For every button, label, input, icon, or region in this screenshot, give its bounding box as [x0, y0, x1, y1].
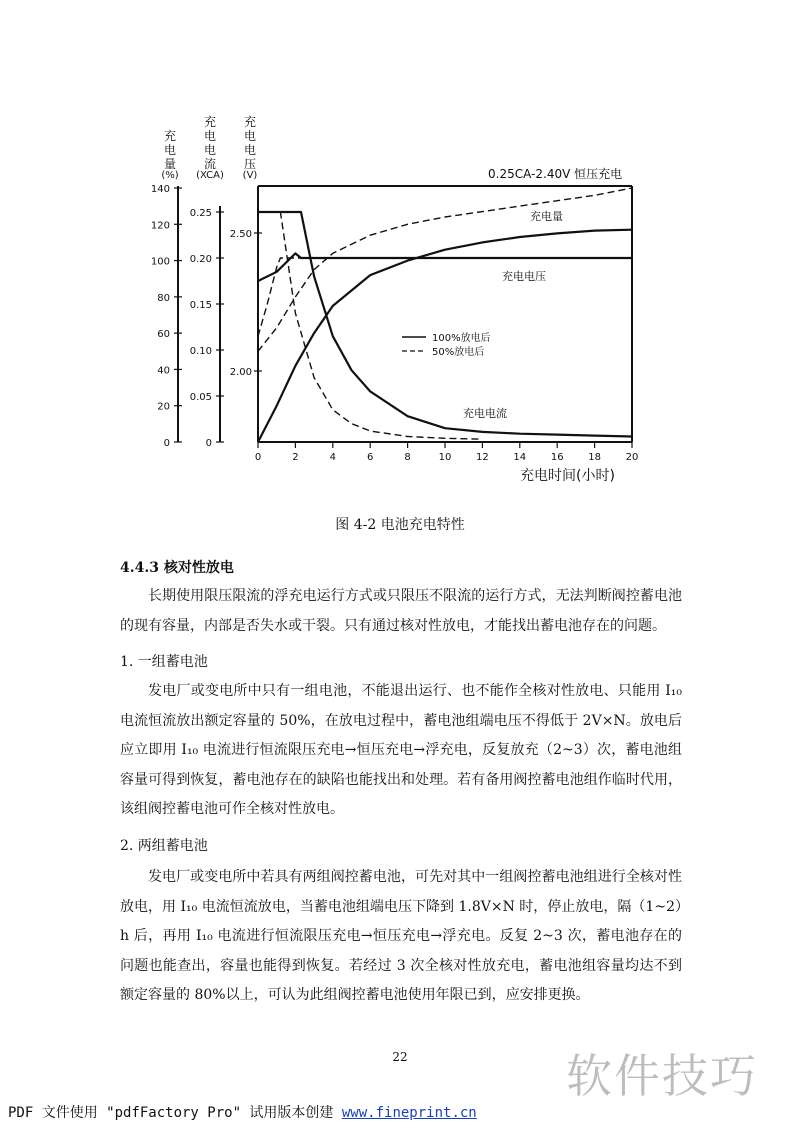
- curve-label-capacity: 充电量: [530, 210, 563, 223]
- footer-text: PDF 文件使用 "pdfFactory Pro" 试用版本创建: [8, 1105, 334, 1121]
- tick-label-current: 0.20: [189, 254, 212, 265]
- tick-label-current: 0.15: [189, 300, 212, 311]
- axis-header-char: 充: [243, 115, 257, 129]
- chart-title: 0.25CA-2.40V 恒压充电: [488, 167, 623, 181]
- tick-label-time: 10: [438, 452, 452, 463]
- tick-label-time: 20: [625, 452, 639, 463]
- axis-headers: [161, 114, 257, 181]
- section-heading: 4.4.3 核对性放电: [120, 560, 234, 576]
- page-number: 22: [392, 1050, 408, 1064]
- paragraph-intro: 长期使用限压限流的浮充电运行方式或只限压不限流的运行方式，无法判断阀控蓄电池的现有容量，内部是否失水或干裂。只有通过核对性放电，才能找出蓄电池存在的问题。: [120, 588, 682, 634]
- tick-label-current: 0.05: [189, 392, 212, 403]
- tick-label-percent: 0: [163, 438, 170, 449]
- tick-label-percent: 140: [150, 184, 170, 195]
- axis-header-char: 电: [243, 129, 257, 143]
- paragraph-two-groups: 发电厂或变电所中若具有两组阀控蓄电池，可先对其中一组阀控蓄电池组进行全核对性放电，用 I₁₀ 电流恒流放电，当蓄电池组端电压下降到 1.8V×N 时，停止放电，隔（1~2）h 后，再用 I₁₀ 电流进行恒流限压充电→恒压充电→浮充电。反复 2~3 次，蓄电池存在的问题也能查出，容量也能得到恢复。若经过 3 次全核对性放充电，蓄电池组容量均达不到额定容量的 80%以上，可认为此组阀控蓄电池使用年限已到，应安排更换。: [120, 869, 682, 1003]
- legend-item-100: 100%放电后: [432, 333, 491, 344]
- tick-label-time: 2: [292, 452, 299, 463]
- axis-header-char: 量: [163, 157, 177, 171]
- axis-unit: (%): [161, 170, 179, 181]
- curves: [258, 188, 632, 442]
- axis-header-char: 电: [163, 143, 177, 157]
- tick-label-time: 0: [254, 452, 262, 463]
- figure-caption: 图 4-2 电池充电特性: [335, 517, 465, 533]
- tick-label-current: 0: [205, 438, 212, 449]
- tick-label-time: 12: [476, 452, 489, 463]
- tick-label-percent: 100: [150, 256, 170, 268]
- tick-label-percent: 120: [150, 220, 170, 232]
- tick-label-voltage: 2.00: [229, 367, 252, 378]
- tick-label-voltage: 2.50: [229, 229, 252, 240]
- series-line-1: [258, 188, 632, 351]
- watermark-text: 软件技巧: [566, 1049, 758, 1103]
- axis-header-char: 压: [243, 157, 257, 171]
- tick-label-current: 0.10: [189, 346, 212, 357]
- tick-label-percent: 40: [157, 365, 170, 377]
- legend: [402, 331, 491, 358]
- tick-label-percent: 60: [157, 329, 170, 341]
- tick-label-time: 16: [550, 452, 564, 463]
- curve-label-voltage: 充电电压: [502, 270, 546, 283]
- axis-header-char: 充: [163, 129, 177, 143]
- series-line-2: [258, 212, 632, 437]
- axis-header-char: 电: [203, 143, 217, 157]
- tick-labels: [151, 184, 638, 463]
- pdf-footer: [8, 1102, 477, 1122]
- axis-unit: (V): [242, 170, 258, 181]
- tick-label-time: 18: [588, 452, 601, 463]
- axis-header-char: 流: [203, 157, 217, 171]
- list-item-two-groups: 2. 两组蓄电池: [120, 838, 208, 854]
- legend-item-50: 50%放电后: [432, 347, 485, 358]
- paragraph-one-group: 发电厂或变电所中只有一组电池，不能退出运行、也不能作全核对性放电、只能用 I₁₀ 电流恒流放出额定容量的 50%，在放电过程中，蓄电池组端电压不得低于 2V×N。放电后应立即用 I₁₀ 电流进行恒流限压充电→恒压充电→浮充电，反复放充（2~3）次，蓄电池组容量可得到恢复，蓄电池存在的缺陷也能找出和处理。若有备用阀控蓄电池组作临时代用，该组阀控蓄电池可作全核对性放电。: [120, 683, 682, 817]
- tick-label-time: 14: [513, 452, 527, 463]
- tick-label-current: 0.25: [189, 208, 212, 219]
- curve-label-current: 充电电流: [463, 407, 507, 420]
- tick-label-time: 8: [404, 452, 411, 463]
- axis-unit: (XCA): [196, 170, 224, 181]
- footer-link[interactable]: www.fineprint.cn: [341, 1105, 477, 1121]
- tick-label-percent: 20: [157, 401, 170, 413]
- tick-label-percent: 80: [157, 292, 170, 304]
- charging-characteristics-chart: [150, 108, 650, 490]
- tick-label-time: 6: [367, 452, 374, 463]
- axis-header-char: 充: [203, 115, 217, 129]
- axis-header-char: 电: [243, 143, 257, 157]
- x-axis-label: 充电时间(小时): [520, 468, 615, 484]
- tick-label-time: 4: [329, 452, 336, 463]
- list-item-one-group: 1. 一组蓄电池: [120, 654, 208, 670]
- axis-header-char: 电: [203, 129, 217, 143]
